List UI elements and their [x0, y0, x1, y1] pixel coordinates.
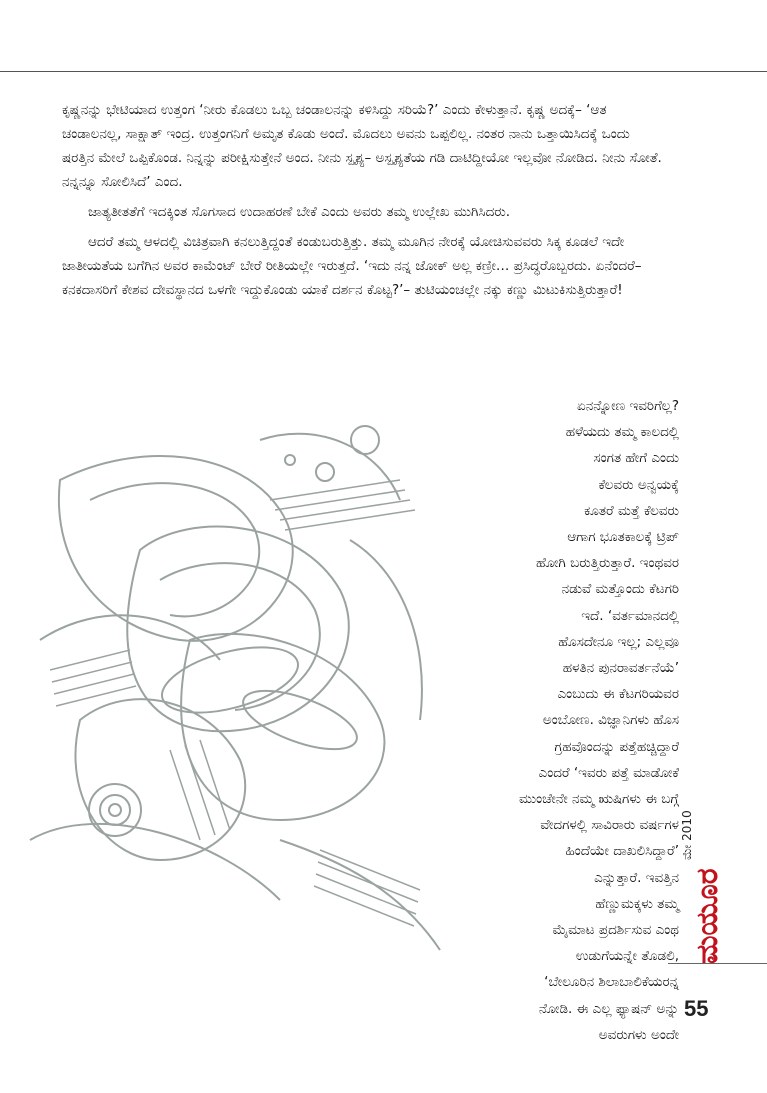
poem-line: ಎಂದರೆ ‘ಇವರು ಪತ್ತೆ ಮಾಡೋಕೆ	[538, 764, 679, 781]
magazine-logo	[676, 868, 725, 964]
poem-line: ಹಳತಿನ ಪುನರಾವರ್ತನೆಯೆ’	[562, 660, 679, 677]
poem-line: ಆಗಾಗ ಭೂತಕಾಲಕ್ಕೆ ಟ್ರಿಪ್	[567, 529, 679, 546]
poem-line: ಸಂಗತ ಹೇಗೆ ಎಂದು	[593, 450, 679, 467]
poem-line: ಹೊಸದೇನೂ ಇಲ್ಲ; ಎಲ್ಲವೂ	[558, 633, 679, 650]
footer-rule	[668, 963, 767, 964]
poem-line: ಅಂಬೋಣ. ವಿಜ್ಞಾನಿಗಳು ಹೊಸ	[542, 712, 679, 729]
header-rule	[0, 71, 767, 72]
poem-line: ಮೈಮಾಟ ಪ್ರದರ್ಶಿಸುವ ಎಂಥ	[552, 922, 679, 939]
poem-line: ‘ಬೇಲೂರಿನ ಶಿಲಾಬಾಲಿಕೆಯರನ್ನ	[544, 974, 679, 991]
poem-line: ಕೆಲವರು ಅನ್ವಯಕ್ಕೆ	[598, 476, 679, 493]
paragraph: ಆದರೆ ತಮ್ಮ ಆಳದಲ್ಲಿ ವಿಚಿತ್ರವಾಗಿ ಕನಲುತ್ತಿದ್ದಂತೆ ಕಂಡುಬರುತ್ತಿತ್ತು. ತಮ್ಮ ಮೂಗಿನ ನೇರಕ್ಕೆ ಯೋಚಿಸುವವರು ಸಿಕ್ಕ ಕೂಡಲೆ ಇದೇ ಜಾತೀಯತೆಯ ಬಗೆಗಿನ ಅವರ ಕಾಮೆಂಟ್ ಬೇರೆ ರೀತಿಯಲ್ಲೇ ಇರುತ್ತದೆ. ‘ಇದು ನನ್ನ ಜೋಕ್ ಅಲ್ಲ ಕಣ್ರೀ… ಪ್ರಸಿದ್ಧರೊಬ್ಬರದು. ಏನೆಂದರೆ– ಕನಕದಾಸರಿಗೆ ಕೇಶವ ದೇವಸ್ಥಾನದ ಒಳಗೇ ಇದ್ದುಕೊಂಡು ಯಾಕೆ ದರ್ಶನ ಕೊಟ್ಟ?’– ತುಟಿಯಂಚಲ್ಲೇ ನಕ್ಕು ಕಣ್ಣು ಮಿಟುಕಿಸುತ್ತಿರುತ್ತಾರೆ!	[62, 234, 642, 298]
poem-line: ಗ್ರಹವೊಂದನ್ನು ಪತ್ತೆಹಚ್ಚಿದ್ದಾರೆ	[554, 738, 679, 755]
poem-line: ಉಡುಗೆಯನ್ನೇ ತೊಡಲಿ,	[575, 948, 679, 965]
poem-line: ಹೋಗಿ ಬರುತ್ತಿರುತ್ತಾರೆ. ಇಂಥವರ	[536, 555, 679, 572]
poem-line: ನೋಡಿ. ಈ ಎಲ್ಲ ಫ್ಯಾಷನ್ ಅನ್ನು	[538, 1000, 679, 1017]
poem-line: ಏನನ್ನೋಣ ಇವರಿಗೆಲ್ಲ?	[577, 398, 679, 414]
poem-line: ಕೂತರೆ ಮತ್ತೆ ಕೆಲವರು	[584, 502, 679, 519]
poem-line: ಹಿಂದೆಯೇ ದಾಖಲಿಸಿದ್ದಾರೆ’	[565, 843, 679, 860]
poem-line: ವೇದಗಳಲ್ಲಿ ಸಾವಿರಾರು ವರ್ಷಗಳ	[540, 817, 679, 834]
paragraph: ಕೃಷ್ಣನನ್ನು ಭೇಟಿಯಾದ ಉತ್ತಂಗ ‘ನೀರು ಕೊಡಲು ಒಬ್ಬ ಚಂಡಾಲನನ್ನು ಕಳಿಸಿದ್ದು ಸರಿಯೆ?’ ಎಂದು ಕೇಳುತ್ತಾನೆ. ಕೃಷ್ಣ ಅದಕ್ಕೆ– ‘ಆತ ಚಂಡಾಲನಲ್ಲ, ಸಾಕ್ಷಾತ್ ಇಂದ್ರ. ಉತ್ತಂಗನಿಗೆ ಅಮೃತ ಕೊಡು ಅಂದೆ. ಮೊದಲು ಅವನು ಒಪ್ಪಲಿಲ್ಲ. ನಂತರ ನಾನು ಒತ್ತಾಯಿಸಿದಕ್ಕೆ ಒಂದು ಷರತ್ತಿನ ಮೇಲೆ ಒಪ್ಪಿಕೊಂಡ. ನಿನ್ನನ್ನು ಪರೀಕ್ಷಿಸುತ್ತೇನೆ ಅಂದ. ನೀನು ಸ್ಪೃಶ್ಯ– ಅಸ್ಪೃಶ್ಯತೆಯ ಗಡಿ ದಾಟಿದ್ದೀಯೋ ಇಲ್ಲವೋ ನೋಡಿದ. ನೀನು ಸೋತೆ. ನನ್ನನ್ನೂ ಸೋಲಿಸಿದೆ’ ಎಂದ.	[62, 102, 662, 190]
poem-line: ಅವರುಗಳು ಅಂದೇ	[598, 1026, 679, 1043]
poem-line: ಇದೆ. ‘ವರ್ತಮಾನದಲ್ಲಿ	[581, 607, 679, 624]
poem-line: ಎಂಬುದು ಈ ಕೆಟಗರಿಯವರ	[557, 686, 679, 703]
poem-line: ಹೆಣ್ಣುಮಕ್ಕಳು ತಮ್ಮ	[595, 895, 679, 912]
poem-line: ನಡುವೆ ಮತ್ತೊಂದು ಕೆಟಗರಿ	[561, 581, 679, 598]
poem-line: ಎನ್ನುತ್ತಾರೆ. ಇವತ್ತಿನ	[594, 869, 679, 886]
poem-column	[379, 393, 679, 1048]
article-body	[62, 98, 662, 308]
page-number: 55	[684, 996, 709, 1021]
magazine-name: ಮಯೂರ	[690, 868, 725, 964]
issue-date: ಮೇ 2010	[680, 810, 694, 860]
paragraph: ಜಾತ್ಯತೀತತೆಗೆ ಇದಕ್ಕಿಂತ ಸೊಗಸಾದ ಉದಾಹರಣೆ ಬೇಕೆ ಎಂದು ಅವರು ತಮ್ಮ ಉಲ್ಲೇಖ ಮುಗಿಸಿದರು.	[88, 204, 511, 220]
poem-line: ಹಳೆಯದು ತಮ್ಮ ಕಾಲದಲ್ಲಿ	[565, 424, 679, 441]
poem-line: ಮುಂಚೇನೇ ನಮ್ಮ ಋಷಿಗಳು ಈ ಬಗ್ಗೆ	[519, 791, 679, 808]
